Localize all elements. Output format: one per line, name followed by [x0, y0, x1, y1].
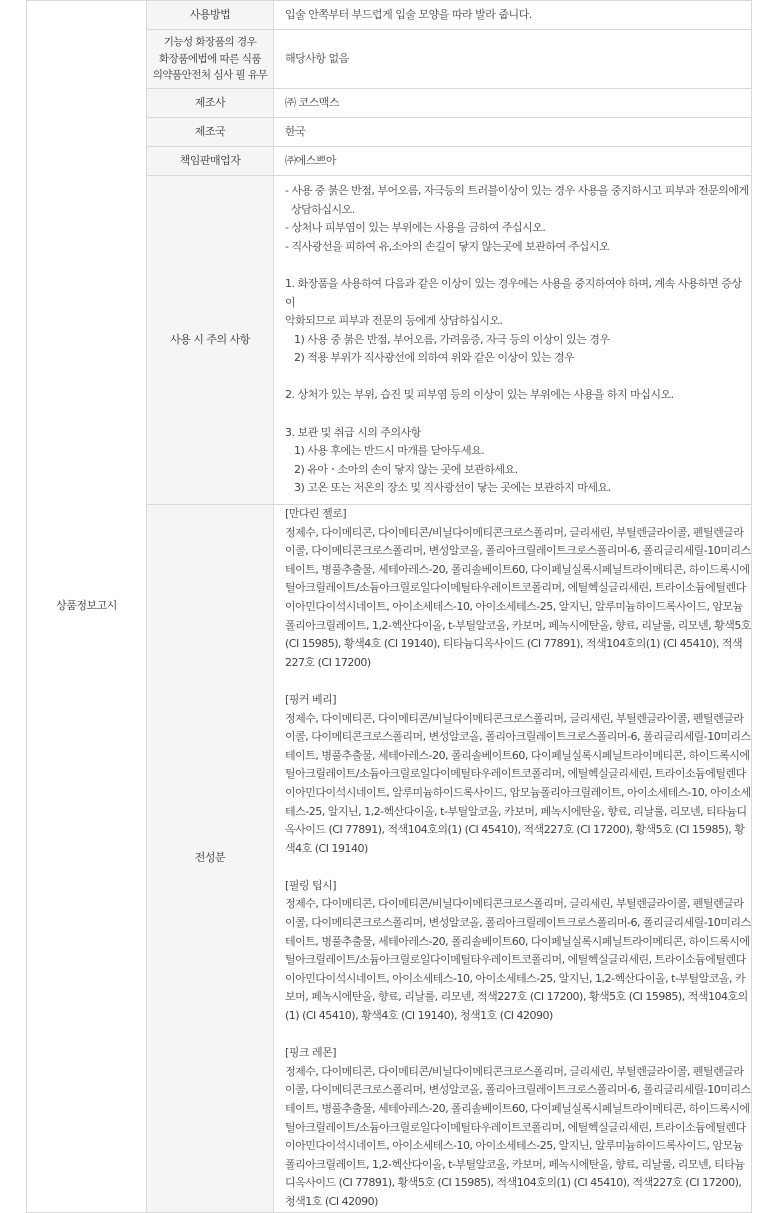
ingredient-text: 정제수, 다이메티콘, 다이메티콘/비닐다이메티콘크로스폴리머, 글리세린, 부틸렌글라이콜, 펜틸렌글라이콜, 다이메티콘크로스폴리머, 변성알코올, 폴리아크릴레이트크로스폴리머-6, 폴리글리세릴-10미리스테이트, 병풀추출물, 세테아레스-20, 폴리솔베이트60, 다이페닐실록시페닐트라이메티콘, 하이드록시에틸아크릴레이트/소듐아크릴로일다이메틸타우레이트코폴리머, 에틸헥실글리세린, 트라이소듐에틸렌다이아민다이석시네이트, 알루미늄하이드록사이드, 암모늄폴리아크릴레이트, 아이소세테스-10, 아이소세테스-25, 알지닌, 1,2-헥산다이올, t-부틸알코올, 카보머, 페녹시에탄올, 향료, 리날룰, 리모넨, 티타늄디옥사이드 (CI 77891), 적색104호의(1) (CI 45410), 적색227호 (CI 17200), 황색5호 (CI 15985), 황색4호 (CI 19140): [285, 711, 751, 855]
ingredients-value: [274, 505, 752, 1213]
seller-value: ㈜에스쁘아: [274, 147, 752, 176]
seller-label: 책임판매업자: [147, 147, 274, 176]
ingredient-block: [285, 505, 751, 672]
caution-label: 사용 시 주의 사항: [147, 176, 274, 505]
product-info-table: [26, 0, 752, 1213]
row-usage: [27, 1, 752, 30]
functional-value: 해당사항 없음: [274, 30, 752, 89]
usage-value: 입술 안쪽부터 부드럽게 입술 모양을 따라 발라 줍니다.: [274, 1, 752, 30]
manufacturer-label: 제조사: [147, 89, 274, 118]
section-label: 상품정보고시: [27, 1, 147, 1213]
ingredient-block: [285, 877, 751, 1026]
country-label: 제조국: [147, 118, 274, 147]
product-info-table-wrapper: [26, 0, 752, 1213]
manufacturer-value: ㈜ 코스맥스: [274, 89, 752, 118]
ingredient-text: 정제수, 다이메티콘, 다이메티콘/비닐다이메티콘크로스폴리머, 글리세린, 부틸렌글라이콜, 펜틸렌글라이콜, 다이메티콘크로스폴리머, 변성알코올, 폴리아크릴레이트크로스폴리머-6, 폴리글리세릴-10미리스테이트, 병풀추출물, 세테아레스-20, 폴리솔베이트60, 다이페닐실록시페닐트라이메티콘, 하이드록시에틸아크릴레이트/소듐아크릴로일다이메틸타우레이트코폴리머, 에틸헥실글리세린, 트라이소듐에틸렌다이아민다이석시네이트, 아이소세테스-10, 아이소세테스-25, 알지닌, 알루미늄하이드록사이드, 암모늄폴리아크릴레이트, 1,2-헥산다이올, t-부틸알코올, 카보머, 페녹시에탄올, 향료, 리날룰, 리모넨, 티타늄디옥사이드 (CI 77891), 황색5호 (CI 15985), 적색104호의(1) (CI 45410), 적색227호 (CI 17200), 청색1호 (CI 42090): [285, 1064, 751, 1208]
caution-value: - 사용 중 붉은 반점, 부어오름, 자극등의 트러블이상이 있는 경우 사용을 중지하시고 피부과 전문의에게 상담하십시오. - 상처나 피부염이 있는 부위에는 사용을 금하여 주십시오. - 직사광선을 피하여 유,소아의 손길이 닿지 않는곳에 보관하여 주십시오 1. 화장품을 사용하여 다음과 같은 이상이 있는 경우에는 사용을 중지하여야 하며, 계속 사용하면 증상이 악화되므로 피부과 전문의 등에게 상담하십시오. 1) 사용 중 붉은 반점, 부어오름, 가려움증, 자극 등의 이상이 있는 경우 2) 적용 부위가 직사광선에 의하여 위와 같은 이상이 있는 경우 2. 상처가 있는 부위, 습진 및 피부염 등의 이상이 있는 부위에는 사용을 하지 마십시오. 3. 보관 및 취급 시의 주의사항 1) 사용 후에는 반드시 마개를 닫아두세요. 2) 유아ㆍ소아의 손이 닿지 않는 곳에 보관하세요. 3) 고온 또는 저온의 장소 및 직사광선이 닿는 곳에는 보관하지 마세요.: [274, 176, 752, 505]
ingredients-label: 전성분: [147, 505, 274, 1213]
ingredient-text: 정제수, 다이메티콘, 다이메티콘/비닐다이메티콘크로스폴리머, 글리세린, 부틸렌글라이콜, 펜틸렌글라이콜, 다이메티콘크로스폴리머, 변성알코올, 폴리아크릴레이트크로스폴리머-6, 폴리글리세릴-10미리스테이트, 병풀추출물, 세테아레스-20, 폴리솔베이트60, 다이페닐실록시페닐트라이메티콘, 하이드록시에틸아크릴레이트/소듐아크릴로일다이메틸타우레이트코폴리머, 에틸헥실글리세린, 트라이소듐에틸렌다이아민다이석시네이트, 아이소세테스-10, 아이소세테스-25, 알지닌, 알루미늄하이드록사이드, 암모늄폴리아크릴레이트, 1,2-헥산다이올, t-부틸알코올, 카보머, 페녹시에탄올, 향료, 리날룰, 리모넨, 황색5호 (CI 15985), 황색4호 (CI 19140), 티타늄디옥사이드 (CI 77891), 적색104호의(1) (CI 45410), 적색227호 (CI 17200): [285, 525, 751, 669]
country-value: 한국: [274, 118, 752, 147]
ingredient-title: [핑크 레몬]: [285, 1046, 337, 1060]
ingredient-title: [필링 팁시]: [285, 878, 337, 892]
ingredient-block: [285, 691, 751, 858]
ingredient-block: [285, 1044, 751, 1211]
ingredient-title: [만다린 젤로]: [285, 507, 347, 520]
ingredient-text: 정제수, 다이메티콘, 다이메티콘/비닐다이메티콘크로스폴리머, 글리세린, 부틸렌글라이콜, 펜틸렌글라이콜, 다이메티콘크로스폴리머, 변성알코올, 폴리아크릴레이트크로스폴리머-6, 폴리글리세릴-10미리스테이트, 병풀추출물, 세테아레스-20, 폴리솔베이트60, 다이페닐실록시페닐트라이메티콘, 하이드록시에틸아크릴레이트/소듐아크릴로일다이메틸타우레이트코폴리머, 에틸헥실글리세린, 트라이소듐에틸렌다이아민다이석시네이트, 아이소세테스-10, 아이소세테스-25, 알지닌, 1,2-헥산다이올, t-부틸알코올, 카보머, 페녹시에탄올, 향료, 리날룰, 리모넨, 적색227호 (CI 17200), 황색5호 (CI 15985), 적색104호의(1) (CI 45410), 황색4호 (CI 19140), 청색1호 (CI 42090): [285, 897, 751, 1023]
functional-label: 기능성 화장품의 경우 화장품에법에 따른 식품 의약품안전처 심사 필 유무: [147, 30, 274, 89]
usage-label: 사용방법: [147, 1, 274, 30]
ingredient-title: [핑커 베리]: [285, 692, 337, 706]
